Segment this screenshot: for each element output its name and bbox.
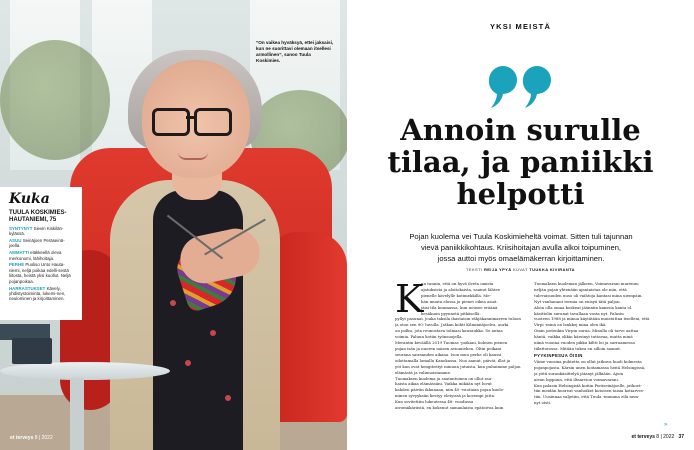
section-label: YKSI MEISTÄ bbox=[489, 22, 552, 31]
info-text: Sievin Kiskilän-kylässä. bbox=[9, 225, 64, 236]
plant bbox=[0, 40, 110, 160]
body-text-line: Virpi -minä on lenkkej mina olen ikä. bbox=[534, 322, 607, 328]
glasses-lens bbox=[194, 108, 232, 136]
body-text-line: odottamalla lomalla Kanokassa. Nuo aamut, päivät, illat ja bbox=[395, 357, 511, 363]
body-text-line: minen syvyyksiin kestyy eletyissä ja kovempi jutta. bbox=[395, 393, 496, 399]
info-text: Kävely, yhdistystoiminta, lukemi-nen, neulominen ja kirjoittaminen. bbox=[9, 285, 66, 302]
glasses-lens bbox=[152, 108, 190, 136]
body-text-line: pienelle kävelylle kotimekkilla. Me- bbox=[421, 292, 491, 298]
info-label: AMMATTI bbox=[9, 250, 29, 256]
body-text-line: hän muuta elossa ja pienet oikea asiat. bbox=[421, 298, 498, 304]
body-text-line: pojanpojasta. Kärsin unen hoitamassa heitä Helsingissä, bbox=[534, 364, 646, 370]
body-text-line: Tuomaksen kuolema ja saatantoinen on ollut rau- bbox=[395, 375, 493, 381]
footer-brand: et terveys bbox=[631, 434, 655, 440]
photo-caption: ”On vaikea hyväksyä, ettei jaksaisi, kun ne suorittavi olemaan itsellesi armollinen”, sanoo Tuula Koskimies. bbox=[256, 40, 334, 63]
drop-cap: K bbox=[395, 277, 424, 321]
body-text-line: tulevaisuuden uuso oli vaihtoja kantasi mina uiempäin. bbox=[534, 292, 643, 298]
info-text: Puoliso Unto Hauta-nlemi, neljä poikaa edelli-sestä liitosta, heistä yksi kuollut. Neljä pojanpoikaa. bbox=[9, 262, 71, 284]
lead-line: Pojan kuolema vei Tuula Koskimieheltä voimat. Sitten tuli tajunnan bbox=[409, 232, 633, 241]
byline-author: REIJA YPYÄ bbox=[483, 267, 512, 272]
body-text-line: voimia. Paluun kotiin työnsuojella. bbox=[395, 334, 463, 340]
page-number: 37 bbox=[678, 434, 684, 440]
body-text-line: aivan loppuun, että iltaarvion voimavarani. bbox=[534, 376, 619, 382]
lead-paragraph bbox=[381, 231, 661, 264]
info-card-heading: Kuka bbox=[9, 191, 50, 207]
side-table-leg bbox=[70, 378, 84, 450]
headline-line: tilaa, ja paniikki bbox=[387, 145, 654, 179]
quotation-mark-icon bbox=[485, 62, 555, 110]
body-text-line: haista aikaa elämässäni. Vaikka mikään nyt luvut bbox=[395, 381, 492, 387]
body-text-line: on polku, jota reunostava tolmasi kausaukko. Se antaa bbox=[395, 328, 503, 334]
body-text-line: ja oton sen 90- luvulla. Jatkan kohti Kilminnäjoelva, aurki bbox=[395, 322, 509, 328]
body-text-line: yöt kun ovat hengitestyt minuun jutuista, kun puhuimme paljon bbox=[395, 363, 521, 369]
body-text-line: Viime vuosina puhtetta on ollut jatkuva huoli kolmesta bbox=[534, 358, 642, 364]
article-page bbox=[347, 0, 694, 450]
dress-flower bbox=[185, 360, 191, 366]
body-text-line: un tunnin, että on hyvä ilveta omista bbox=[421, 281, 494, 286]
dress-flower bbox=[170, 300, 176, 306]
footer-issue: 8 | 2022 bbox=[656, 434, 675, 440]
dress-flower bbox=[210, 330, 216, 336]
lead-line: jossa auttoi myös omaelämäkerran kirjoittaminen. bbox=[437, 254, 605, 263]
body-text-line: tiin meidän huoreat vanhoiket kotoisen taisia kotiarves- bbox=[534, 388, 645, 394]
info-label: PERHE bbox=[9, 262, 25, 268]
subheading: PYYKINPESUA ÖISIN bbox=[534, 352, 583, 358]
glasses-bridge bbox=[186, 116, 196, 119]
info-card-name: TUULA KOSKIMIES-HAUTANIEMI, 75 bbox=[9, 210, 67, 223]
body-column-right-bottom bbox=[534, 359, 666, 406]
body-text-line: käsittelin surunat tavallaan vasta nyt. Palasin bbox=[534, 310, 624, 316]
info-row bbox=[9, 238, 76, 249]
smile bbox=[178, 152, 208, 160]
body-text-line: Aloin olla omaa koskeat jäänniin kanssia kanta ol. bbox=[534, 304, 633, 310]
body-text-line: kesäkuun pyynnetä pitkäsellä. bbox=[421, 310, 481, 316]
byline-text-label: TEKSTI bbox=[466, 267, 483, 272]
body-text-line: neljän pojan yhtenään ajantaistaa ole niin, että bbox=[534, 286, 627, 292]
info-row bbox=[9, 262, 76, 284]
body-text-line: tiilattorossa. Mitään tukea en silloin saanut. bbox=[534, 345, 622, 351]
byline-photographer: TUUKKA KIVIRANTA bbox=[529, 267, 575, 272]
body-column-right bbox=[534, 281, 666, 406]
body-text-line: Omin jostenkin Virpin surua. Minulla oli tarve aattaa bbox=[534, 328, 639, 334]
body-text-line: pyllyt pasunai, jouka taksila ihastaisin rähjäkannimarren tuloon bbox=[395, 316, 521, 322]
byline-photo-label: KUVAT bbox=[513, 267, 528, 272]
dress-flower bbox=[225, 395, 231, 401]
info-row bbox=[9, 226, 76, 237]
info-label: ASUU bbox=[9, 237, 22, 243]
body-text-line: ja yötä surunkäsittelyä jätanyt jälkiään. Ajoin bbox=[534, 370, 624, 376]
lead-line: vievä paniikkikohtaus. Kriisihoitajan avulla alkoi toipuminen, bbox=[420, 243, 622, 252]
info-text: Seinäjoen Peräseinä-joella. bbox=[9, 237, 65, 249]
body-text-line: Kun sovitettiin lukeutessa 48- vuodussa bbox=[395, 399, 474, 405]
body-column-left bbox=[395, 277, 524, 411]
footer-issue: 8 | 2022 bbox=[34, 435, 53, 441]
body-text-line: Nyt vanhanaut termia on enisyä tätä paljon. bbox=[534, 298, 621, 304]
continue-arrow-icon: » bbox=[664, 422, 668, 428]
cup bbox=[12, 338, 52, 364]
body-text-line: pojan isän ja nuoren naisen aviomiehen. Oltin poikani bbox=[395, 345, 502, 351]
body-text-line: vuoteen 1988 ja minua käytätään muistuttaa itselleni, että bbox=[534, 316, 650, 322]
body-text-line: häntä, vaikka olikin kärsinyt tuttavaa, mutta minä bbox=[534, 334, 633, 340]
body-text-line: ajatuksista ja aloitoksista, saanut lähtee bbox=[421, 286, 501, 292]
body-text-line: Tuomaksen kuoleman jälkeen. Voimavarani murenuu bbox=[534, 281, 639, 286]
body-text-line: tiin. Uusinnaa valjetiin, että Tuula -mumma eilä nem- bbox=[534, 394, 640, 400]
side-table bbox=[0, 362, 170, 380]
body-text-line: Kun palasin Helsingistä kotiin Peräseinäjoelle, jatkoet- bbox=[534, 382, 642, 388]
footer-brand: et terveys bbox=[10, 435, 34, 441]
headline-line: Annoin surulle bbox=[400, 113, 641, 147]
body-text-line: jäisi tila kuumassa, kun nousee eräänä bbox=[421, 304, 498, 310]
info-row bbox=[9, 250, 76, 261]
body-text-line: seurana sairaanden aikana. Ison muu perhe oli kanssi bbox=[395, 351, 502, 357]
headline-line: helpotti bbox=[456, 177, 585, 211]
info-card bbox=[0, 187, 82, 320]
body-column-right-top bbox=[534, 281, 666, 352]
body-text-line: elämästä ja valinnoistamme. bbox=[395, 369, 452, 375]
body-text-line: kahden päivän ikkunaan, niin 40 -vuotiaan pojan kuole- bbox=[395, 387, 505, 393]
info-label: SYNTYNYT bbox=[9, 225, 33, 231]
info-label: HARRASTUKSET bbox=[9, 285, 46, 291]
byline bbox=[347, 267, 694, 272]
body-text-line: Merantin keväällä 2019 Tuomas -poikani, kolmen pienen bbox=[395, 340, 508, 346]
body-text-line: nyt oisti. bbox=[534, 400, 552, 406]
page-footer-left bbox=[10, 435, 53, 441]
page-footer-right bbox=[632, 434, 684, 440]
info-text: eläkkeellä oleva merkonomi, lähihoitaja. bbox=[9, 250, 62, 261]
body-text-line: aivomäkäriistä, en kokenut samanlaista epätoivoa kuin bbox=[395, 405, 504, 411]
info-row bbox=[9, 286, 76, 302]
body-text-line: niinä vuonna vuoden pikku kiltti lei ja surraamessa bbox=[534, 340, 635, 346]
